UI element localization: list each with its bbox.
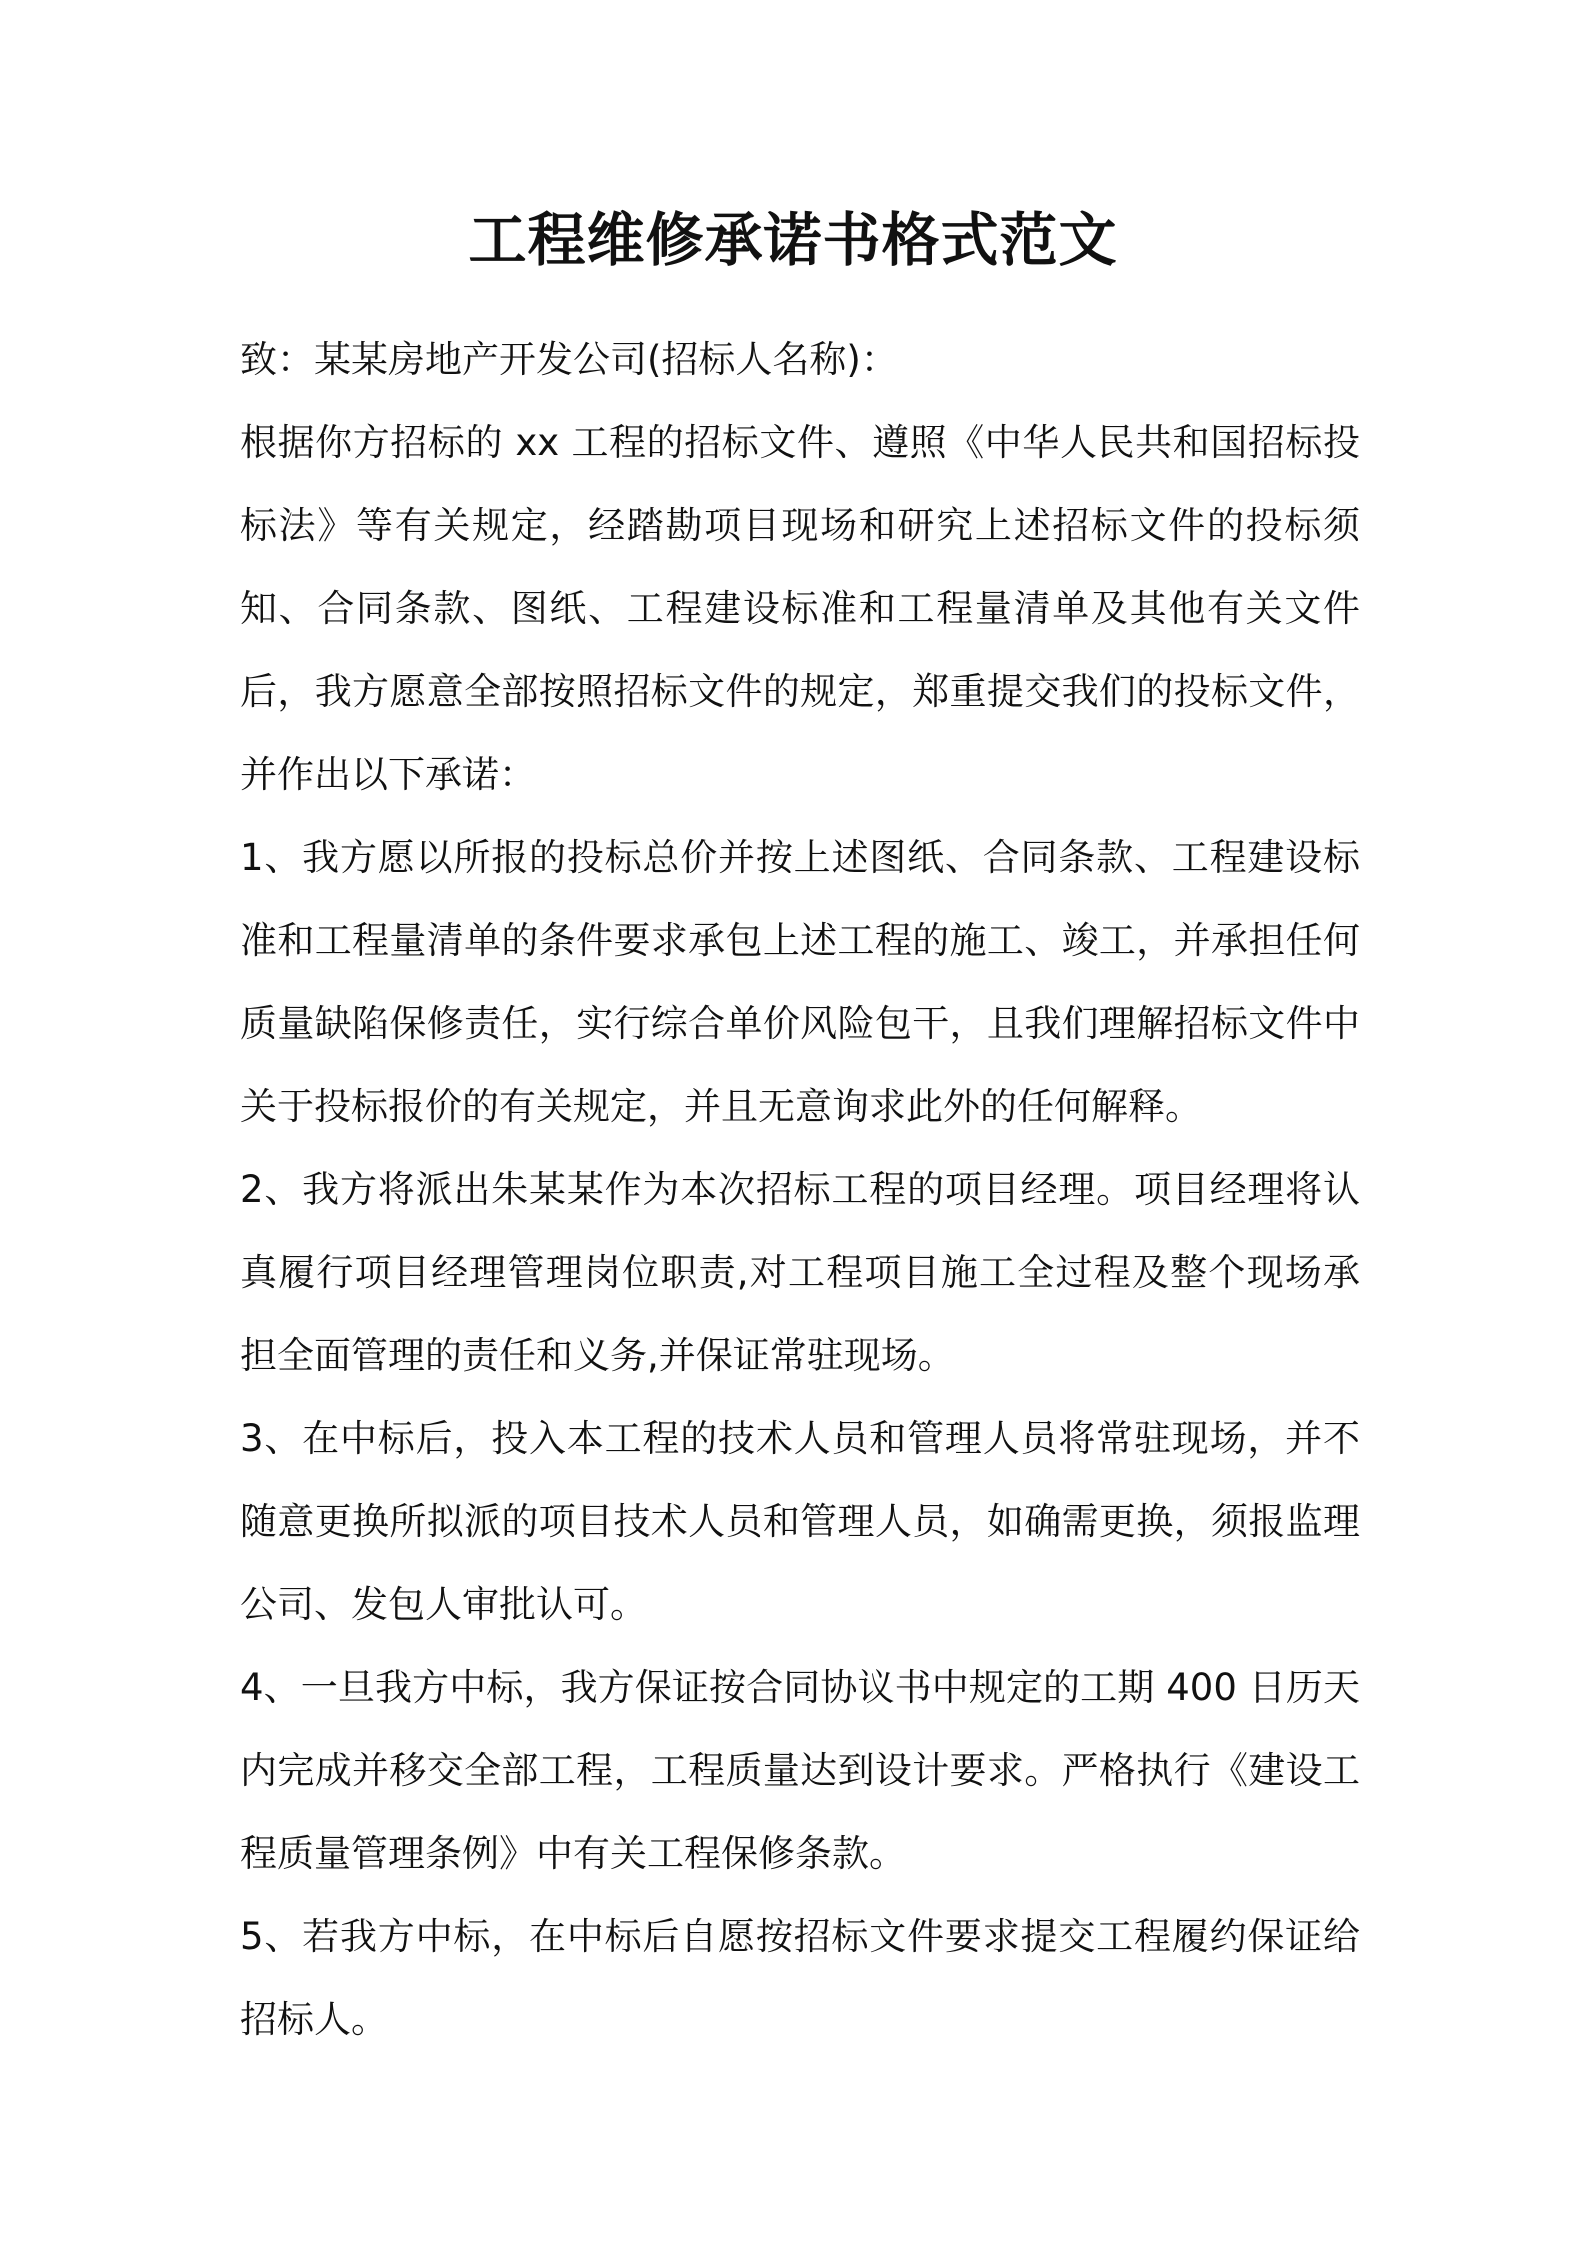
salutation: 致：某某房地产开发公司(招标人名称)： bbox=[240, 338, 898, 381]
commitment-5: 5、若我方中标，在中标后自愿按招标文件要求提交工程履约保证给招标人。 bbox=[240, 1915, 1360, 2041]
commitment-2: 2、我方将派出朱某某作为本次招标工程的项目经理。项目经理将认真履行项目经理管理岗位职责,对工程项目施工全过程及整个现场承担全面管理的责任和义务,并保证常驻现场。 bbox=[240, 1168, 1360, 1377]
intro-paragraph: 根据你方招标的 xx 工程的招标文件、遵照《中华人民共和国招标投标法》等有关规定，经踏勘项目现场和研究上述招标文件的投标须知、合同条款、图纸、工程建设标准和工程量清单及其他有关文件后，我方愿意全部按照招标文件的规定，郑重提交我们的投标文件，并作出以下承诺： bbox=[240, 421, 1360, 796]
commitment-4: 4、一旦我方中标，我方保证按合同协议书中规定的工期 400 日历天内完成并移交全部工程，工程质量达到设计要求。严格执行《建设工程质量管理条例》中有关工程保修条款。 bbox=[240, 1666, 1360, 1875]
commitment-1: 1、我方愿以所报的投标总价并按上述图纸、合同条款、工程建设标准和工程量清单的条件要求承包上述工程的施工、竣工，并承担任何质量缺陷保修责任，实行综合单价风险包干，且我们理解招标文件中关于投标报价的有关规定，并且无意询求此外的任何解释。 bbox=[240, 836, 1360, 1128]
document-title: 工程维修承诺书格式范文 bbox=[468, 206, 1118, 274]
document-body bbox=[240, 318, 1360, 2061]
commitment-3: 3、在中标后，投入本工程的技术人员和管理人员将常驻现场，并不随意更换所拟派的项目技术人员和管理人员，如确需更换，须报监理公司、发包人审批认可。 bbox=[240, 1417, 1360, 1626]
